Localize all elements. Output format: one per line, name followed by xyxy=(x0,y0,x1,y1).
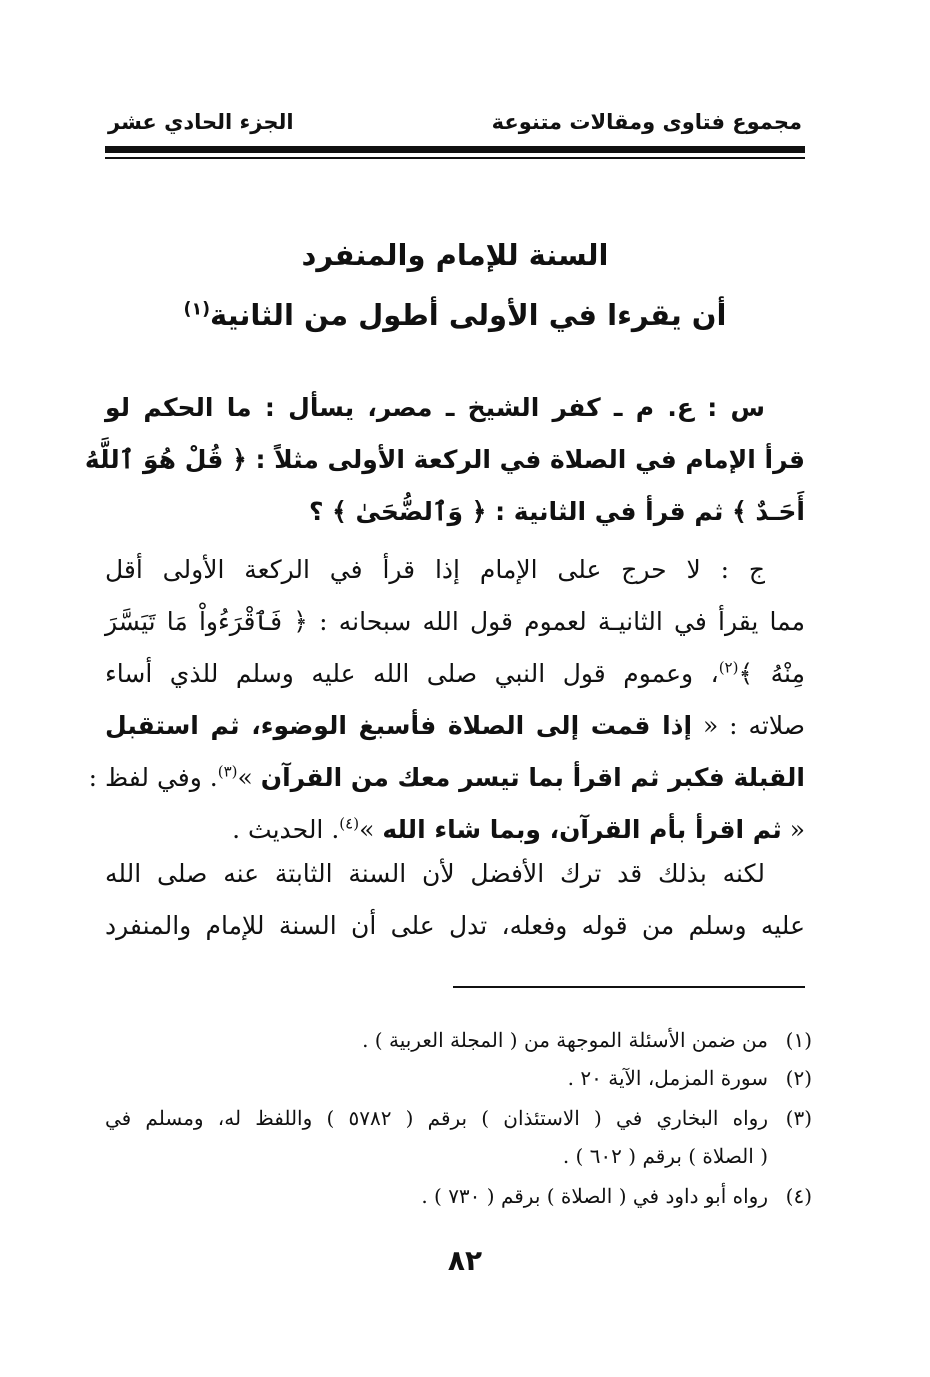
answer-text: » xyxy=(359,815,383,844)
footnote-ref-2: (٢) xyxy=(718,658,739,677)
answer-line xyxy=(105,700,805,752)
answer-text: . الحديث . xyxy=(232,815,340,844)
quran-fragment: مِنْهُ ﴾ xyxy=(738,659,805,688)
answer-text: صلاته : « xyxy=(692,711,805,740)
footnote-ref-4: (٤) xyxy=(339,814,360,833)
article-subtitle xyxy=(105,298,805,332)
header-rule-thick xyxy=(105,146,805,153)
footnote-number: (٢) xyxy=(785,1066,812,1090)
footnote-number: (٣) xyxy=(785,1106,812,1130)
conclusion-line: عليه وسلم من قوله وفعله، تدل على أن السنة للإمام والمنفرد xyxy=(105,911,805,940)
answer-text: . وفي لفظ : xyxy=(88,763,218,792)
answer-text: ، وعموم قول النبي صلى الله عليه وسلم للذي أساء xyxy=(105,659,719,688)
question-paragraph xyxy=(84,382,805,538)
footnote-number: (٤) xyxy=(785,1184,812,1208)
answer-text: « xyxy=(781,815,805,844)
footnote-3-continued: ( الصلاة ) برقم ( ٦٠٢ ) . xyxy=(562,1144,768,1168)
answer-line: ج : لا حرج على الإمام إذا قرأ في الركعة الأولى أقل xyxy=(105,555,765,584)
running-header-volume: الجزء الحادي عشر xyxy=(108,110,294,134)
question-line: أَحَـدٌ ﴾ ثم قرأ في الثانية : ﴿ وَٱلضُّحَىٰ ﴾ ؟ xyxy=(308,497,805,526)
subtitle-text: أن يقرءا في الأولى أطول من الثانية xyxy=(210,298,727,332)
answer-line xyxy=(105,648,805,700)
footnote-2 xyxy=(568,1066,812,1090)
hadith-text: ثم اقرأ بأم القرآن، وبما شاء الله xyxy=(382,815,782,844)
footnote-ref-1: (١) xyxy=(183,299,211,320)
answer-text: » xyxy=(237,763,261,792)
footnote-1 xyxy=(362,1028,812,1052)
question-line: س : ع. م ـ كفر الشيخ ـ مصر، يسأل : ما الحكم لو xyxy=(105,393,765,422)
hadith-text: القبلة فكبر ثم اقرأ بما تيسر معك من القرآن xyxy=(260,763,805,792)
footnote-4 xyxy=(421,1184,812,1208)
article-title: السنة للإمام والمنفرد xyxy=(301,238,609,272)
answer-line: مما يقرأ في الثانيـة لعموم قول الله سبحانه : ﴿ فَٱقْرَءُواْ مَا تَيَسَّرَ xyxy=(105,607,805,636)
running-header-book-title: مجموع فتاوى ومقالات متنوعة xyxy=(491,110,802,134)
conclusion-paragraph xyxy=(105,848,805,952)
header-rule-thin xyxy=(105,157,805,159)
question-line: قرأ الإمام في الصلاة في الركعة الأولى مثلاً : ﴿ قُلْ هُوَ ٱللَّهُ xyxy=(84,445,805,474)
footnote-3 xyxy=(105,1106,812,1130)
hadith-text: إذا قمت إلى الصلاة فأسبغ الوضوء، ثم استقبل xyxy=(105,711,693,740)
footnote-text: رواه أبو داود في ( الصلاة ) برقم ( ٧٣٠ ) . xyxy=(421,1184,768,1208)
footnote-text: رواه البخاري في ( الاستئذان ) برقم ( ٥٧٨٢ ) واللفظ له، ومسلم في xyxy=(105,1106,768,1130)
page-number: ٨٢ xyxy=(447,1244,483,1277)
footnote-text: من ضمن الأسئلة الموجهة من ( المجلة العربية ) . xyxy=(362,1028,768,1052)
footnote-text: سورة المزمل، الآية ٢٠ . xyxy=(567,1066,768,1090)
answer-line xyxy=(88,752,805,804)
conclusion-line: لكنه بذلك قد ترك الأفضل لأن السنة الثابتة عنه صلى الله xyxy=(105,859,765,888)
footnote-ref-3: (٣) xyxy=(217,762,238,781)
footnote-separator xyxy=(453,986,805,988)
answer-paragraph xyxy=(88,544,805,856)
footnote-number: (١) xyxy=(785,1028,812,1052)
